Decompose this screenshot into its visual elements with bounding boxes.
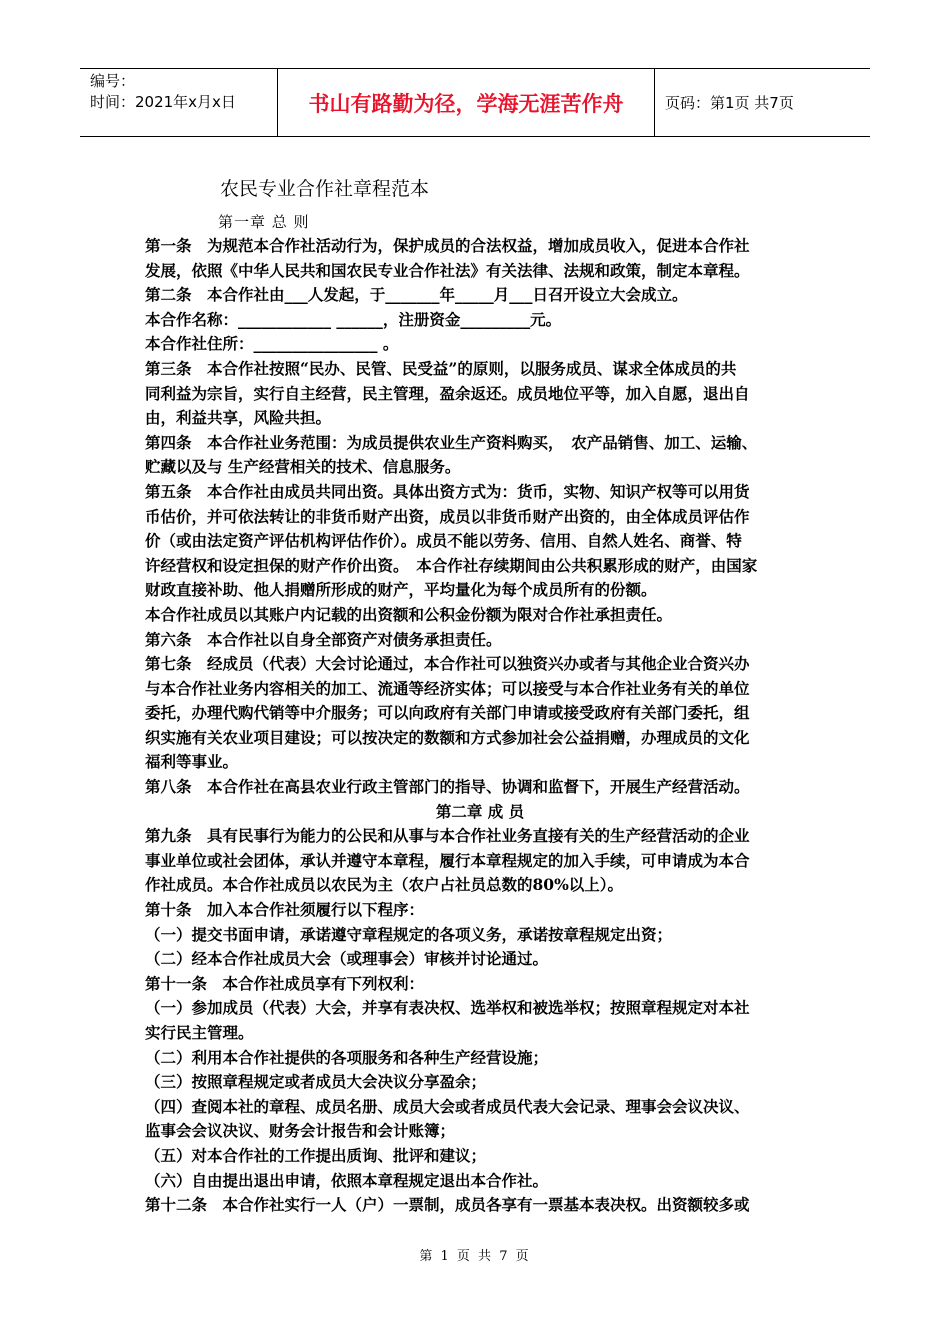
text-line: 本合作社住所：________________ 。 — [145, 334, 399, 354]
text-line: 价（或由法定资产评估机构评估作价）。成员不能以劳务、信用、自然人姓名、商誉、特 — [145, 531, 742, 551]
text-line: 织实施有关农业项目建设；可以按决定的数额和方式参加社会公益捐赠，办理成员的文化 — [145, 727, 750, 747]
text-line: 由，利益共享，风险共担。 — [145, 408, 332, 428]
text-line: 作社成员。本合作社成员以农民为主（农户占社员总数的80%以上）。 — [145, 875, 624, 895]
document-title: 农民专业合作社章程范本 — [220, 178, 430, 200]
text-line: 同利益为宗旨，实行自主经营，民主管理，盈余返还。成员地位平等，加入自愿，退出自 — [145, 383, 750, 403]
page-footer: 第 1 页 共 7 页 — [419, 1249, 531, 1264]
text-line: 委托，办理代购代销等中介服务；可以向政府有关部门申请或接受政府有关部门委托，组 — [145, 703, 750, 723]
text-line: （六）自由提出退出申请，依照本章程规定退出本合作社。 — [145, 1170, 549, 1190]
text-line: 许经营权和设定担保的财产作价出资。 本合作社存续期间由公共积累形成的财产，由国家 — [145, 555, 758, 575]
text-line: （一）参加成员（代表）大会，并享有表决权、选举权和被选举权；按照章程规定对本社 — [145, 998, 750, 1018]
document-header — [80, 68, 870, 137]
header-motto: 书山有路勤为径，学海无涯苦作舟 — [278, 69, 655, 136]
text-line: 第十二条 本合作社实行一人（户）一票制，成员各享有一票基本表决权。出资额较多或 — [145, 1195, 750, 1215]
text-line: 福利等事业。 — [145, 752, 239, 772]
text-line: （五）对本合作社的工作提出质询、批评和建议； — [145, 1145, 487, 1165]
text-line: 本合作社成员以其账户内记载的出资额和公积金份额为限对合作社承担责任。 — [145, 604, 673, 624]
text-line: （四）查阅本社的章程、成员名册、成员大会或者成员代表大会记录、理事会会议决议、 — [145, 1096, 750, 1116]
text-line: 第八条 本合作社在高县农业行政主管部门的指导、协调和监督下，开展生产经营活动。 — [145, 777, 750, 797]
time-label: 时间：2021年x月x日 — [90, 93, 236, 111]
chapter-title: 第二章 成 员 — [435, 801, 525, 821]
text-line: 第七条 经成员（代表）大会讨论通过，本合作社可以独资兴办或者与其他企业合资兴办 — [145, 654, 750, 674]
text-line: 第五条 本合作社由成员共同出资。具体出资方式为：货币，实物、知识产权等可以用货 — [145, 481, 750, 501]
text-line: 第六条 本合作社以自身全部资产对债务承担责任。 — [145, 629, 502, 649]
text-line: 币估价，并可依法转让的非货币财产出资，成员以非货币财产出资的，由全体成员评估作 — [145, 506, 750, 526]
text-line: 第四条 本合作社业务范围：为成员提供农业生产资料购买， 农产品销售、加工、运输、 — [145, 432, 758, 452]
header-page-info: 页码：第1页 共7页 — [665, 94, 794, 112]
text-line: 第二条 本合作社由___人发起，于_______年_____月___日召开设立大会成立。 — [145, 285, 688, 305]
document-body — [145, 234, 815, 1218]
text-line: 第一条 为规范本合作社活动行为，保护成员的合法权益，增加成员收入，促进本合作社 — [145, 236, 750, 255]
text-line: （二）利用本合作社提供的各项服务和各种生产经营设施； — [145, 1047, 549, 1067]
text-line: 财政直接补助、他人捐赠所形成的财产，平均量化为每个成员所有的份额。 — [145, 580, 657, 600]
text-line: 第九条 具有民事行为能力的公民和从事与本合作社业务直接有关的生产经营活动的企业 — [145, 826, 750, 846]
text-line: 监事会会议决议、财务会计报告和会计账簿； — [145, 1121, 456, 1141]
text-line: （二）经本合作社成员大会（或理事会）审核并讨论通过。 — [145, 949, 549, 969]
text-line: 事业单位或社会团体，承认并遵守本章程，履行本章程规定的加入手续，可申请成为本合 — [145, 850, 750, 870]
text-line: （三）按照章程规定或者成员大会决议分享盈余； — [145, 1072, 487, 1092]
chapter-title: 第一章 总 则 — [218, 213, 310, 231]
text-line: 本合作名称：____________ ______，注册资金_________元。 — [145, 309, 562, 329]
text-line: （一）提交书面申请，承诺遵守章程规定的各项义务，承诺按章程规定出资； — [145, 924, 673, 944]
text-line: 与本合作社业务内容相关的加工、流通等经济实体；可以接受与本合作社业务有关的单位 — [145, 678, 750, 698]
header-meta — [80, 69, 278, 136]
text-line: 实行民主管理。 — [145, 1023, 254, 1042]
text-line: 发展，依照《中华人民共和国农民专业合作社法》有关法律、法规和政策，制定本章程。 — [145, 260, 750, 280]
text-line: 贮藏以及与 生产经营相关的技术、信息服务。 — [145, 457, 461, 477]
number-label: 编号： — [90, 72, 136, 90]
text-line: 第三条 本合作社按照“民办、民管、民受益”的原则，以服务成员、谋求全体成员的共 — [145, 358, 737, 378]
text-line: 第十条 加入本合作社须履行以下程序： — [145, 900, 425, 920]
text-line: 第十一条 本合作社成员享有下列权利： — [145, 973, 425, 993]
